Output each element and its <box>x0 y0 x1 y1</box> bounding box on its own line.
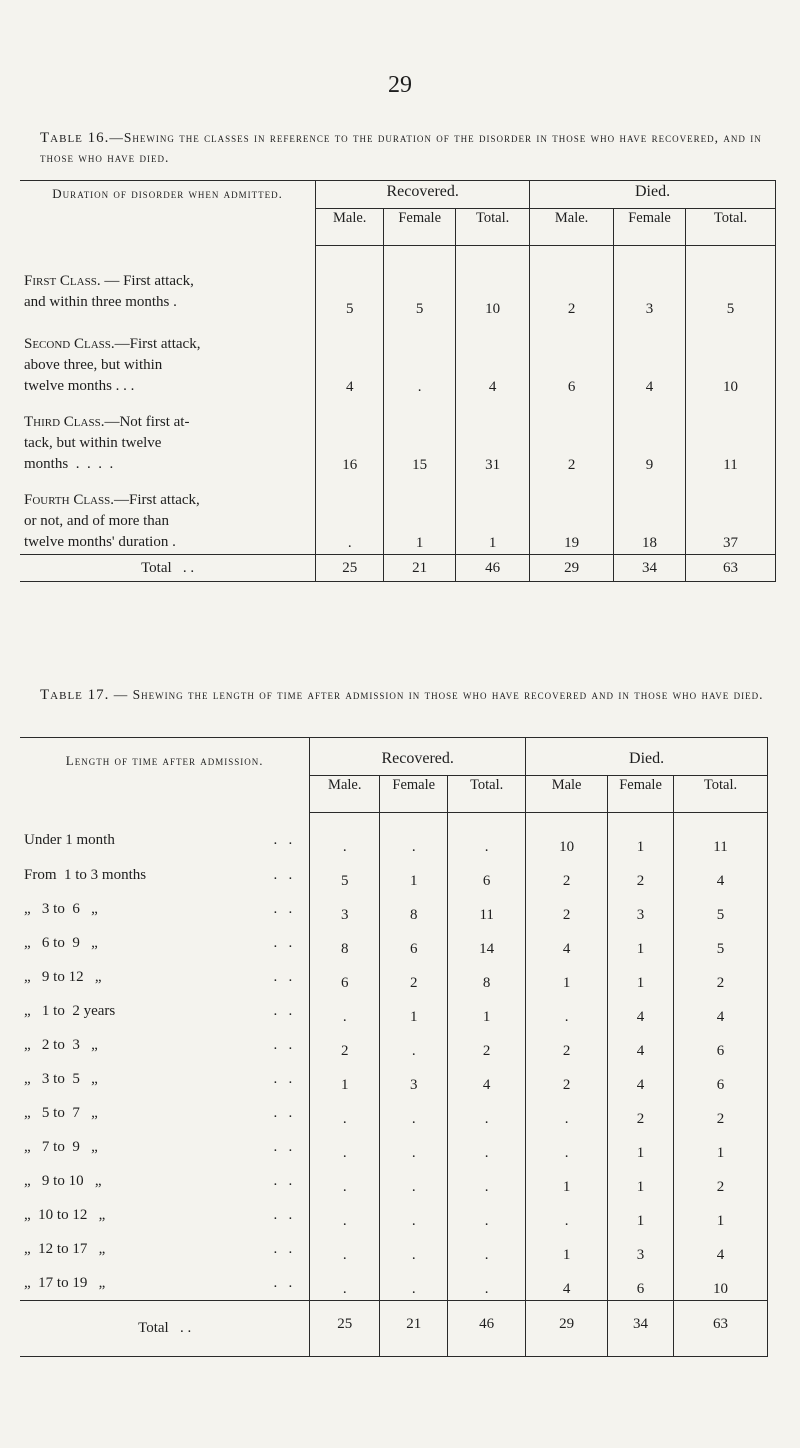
row-label: From 1 to 3 months <box>24 866 147 883</box>
cell: 4 <box>614 320 686 398</box>
row-desc: twelve months . <box>24 378 120 394</box>
cell: 4 <box>674 1232 768 1266</box>
total-cell: 29 <box>530 555 614 582</box>
table-16-col-female-died: Female <box>614 209 686 246</box>
class-name: First Class. <box>24 273 101 290</box>
cell: . <box>448 1232 526 1266</box>
cell: . <box>448 1130 526 1164</box>
cell: 1 <box>310 1062 380 1096</box>
row-desc: above three, but within <box>24 357 163 373</box>
cell: 5 <box>686 246 776 321</box>
row-label: „ 3 to 6 „ <box>24 900 98 917</box>
table-17-caption <box>40 685 770 705</box>
cell: 1 <box>448 994 526 1028</box>
table-row <box>20 926 768 960</box>
page-number: 29 <box>388 72 412 98</box>
cell: 2 <box>526 1062 608 1096</box>
cell: . <box>380 1266 448 1301</box>
table-row <box>20 1096 768 1130</box>
class-name: Fourth Class. <box>24 492 114 508</box>
table-row <box>20 960 768 994</box>
total-cell: 63 <box>674 1301 768 1357</box>
total-label-cell <box>20 1301 310 1357</box>
cell: 10 <box>674 1266 768 1301</box>
row-label: „ 9 to 12 „ <box>24 968 102 985</box>
cell: 4 <box>608 1028 674 1062</box>
cell: 3 <box>310 892 380 926</box>
cell: 2 <box>674 1096 768 1130</box>
leader-dots: . . <box>273 968 293 985</box>
table-row <box>20 246 776 321</box>
cell: . <box>316 476 384 555</box>
cell: 5 <box>674 892 768 926</box>
row-label-cell <box>20 1096 310 1130</box>
cell: 2 <box>380 960 448 994</box>
cell: 2 <box>530 398 614 476</box>
row-label-cell <box>20 960 310 994</box>
cell: . <box>380 813 448 859</box>
cell: . <box>384 320 456 398</box>
cell: . <box>310 1164 380 1198</box>
cell: 11 <box>448 892 526 926</box>
cell: 1 <box>526 1164 608 1198</box>
row-label: „ 1 to 2 years <box>24 1002 116 1019</box>
cell: 4 <box>448 1062 526 1096</box>
row-label-cell <box>20 1062 310 1096</box>
total-cell: 21 <box>380 1301 448 1357</box>
cell: . <box>448 1198 526 1232</box>
cell: 1 <box>526 1232 608 1266</box>
cell: 8 <box>448 960 526 994</box>
cell: 1 <box>608 813 674 859</box>
row-label: „ 17 to 19 „ <box>24 1274 106 1291</box>
cell: 6 <box>674 1028 768 1062</box>
cell: 1 <box>608 960 674 994</box>
cell: 2 <box>526 1028 608 1062</box>
cell: . <box>380 1232 448 1266</box>
row-desc: —First attack, <box>114 336 201 352</box>
leader-dots: . . <box>273 1002 293 1019</box>
leader-dots: . . <box>273 934 293 951</box>
cell: 2 <box>526 892 608 926</box>
row-label-cell <box>20 813 310 859</box>
cell: 10 <box>686 320 776 398</box>
table-17-col-total-recovered: Total. <box>448 776 526 813</box>
row-label: „ 7 to 9 „ <box>24 1138 98 1155</box>
table-16-caption-lead: Table 16. <box>40 130 110 146</box>
row-label-cell <box>20 1130 310 1164</box>
row-label: „ 12 to 17 „ <box>24 1240 106 1257</box>
row-label <box>20 398 316 476</box>
cell: 14 <box>448 926 526 960</box>
row-desc: — First attack, <box>100 273 194 290</box>
table-row <box>20 476 776 555</box>
row-label: „ 5 to 7 „ <box>24 1104 98 1121</box>
cell: 1 <box>526 960 608 994</box>
cell: . <box>526 1198 608 1232</box>
table-17-row-header: Length of time after admission. <box>65 753 264 768</box>
cell: 5 <box>674 926 768 960</box>
table-row <box>20 1164 768 1198</box>
total-cell: 46 <box>448 1301 526 1357</box>
table-row <box>20 1232 768 1266</box>
cell: . <box>448 1164 526 1198</box>
cell: 6 <box>380 926 448 960</box>
cell: 6 <box>608 1266 674 1301</box>
row-desc: —First attack, <box>113 492 200 508</box>
row-label: Under 1 month <box>24 832 115 849</box>
total-cell: 25 <box>316 555 384 582</box>
cell: . <box>380 1164 448 1198</box>
leader-dots: . . <box>273 1240 293 1257</box>
row-desc: or not, and of more than <box>24 513 169 529</box>
row-desc: tack, but within twelve <box>24 435 162 451</box>
row-label-cell <box>20 1198 310 1232</box>
row-label-cell <box>20 1232 310 1266</box>
cell: 9 <box>614 398 686 476</box>
cell: 1 <box>380 858 448 892</box>
cell: 5 <box>310 858 380 892</box>
cell: 2 <box>608 1096 674 1130</box>
cell: 2 <box>674 1164 768 1198</box>
cell: 37 <box>686 476 776 555</box>
leader-dots: . . <box>179 1320 192 1336</box>
row-label <box>20 476 316 555</box>
cell: . <box>310 994 380 1028</box>
cell: 4 <box>526 1266 608 1301</box>
cell: 4 <box>456 320 530 398</box>
cell: 4 <box>674 858 768 892</box>
cell: 1 <box>456 476 530 555</box>
cell: . <box>380 1130 448 1164</box>
table-16-caption <box>40 128 770 167</box>
cell: 15 <box>384 398 456 476</box>
table-17-col-female-recovered: Female <box>380 776 448 813</box>
cell: 5 <box>316 246 384 321</box>
cell: 3 <box>608 1232 674 1266</box>
cell: 2 <box>526 858 608 892</box>
table-17-col-female-died: Female <box>608 776 674 813</box>
cell: 1 <box>674 1130 768 1164</box>
row-label: „ 6 to 9 „ <box>24 934 98 951</box>
cell: . <box>448 1096 526 1130</box>
leader-dots: . <box>169 294 177 311</box>
table-row <box>20 994 768 1028</box>
total-cell: 34 <box>608 1301 674 1357</box>
row-desc: twelve months' duration . <box>24 534 176 550</box>
row-label: „ 3 to 5 „ <box>24 1070 98 1087</box>
total-cell: 34 <box>614 555 686 582</box>
cell: . <box>310 1232 380 1266</box>
cell: 18 <box>614 476 686 555</box>
cell: 2 <box>608 858 674 892</box>
row-label-cell <box>20 1266 310 1301</box>
cell: 16 <box>316 398 384 476</box>
cell: 1 <box>608 1130 674 1164</box>
table-16-col-female-recovered: Female <box>384 209 456 246</box>
cell: . <box>310 1130 380 1164</box>
class-name: Second Class. <box>24 336 115 352</box>
table-16-col-male-died: Male. <box>530 209 614 246</box>
row-desc: and within three months <box>24 294 170 311</box>
cell: . <box>526 994 608 1028</box>
cell: . <box>310 813 380 859</box>
row-label-cell <box>20 892 310 926</box>
table-17-caption-text: — Shewing the length of time after admission in those who have recovered and in those who have died. <box>109 687 764 702</box>
cell: . <box>380 1198 448 1232</box>
cell: 1 <box>380 994 448 1028</box>
table-row <box>20 398 776 476</box>
table-17-col-male-recovered: Male. <box>310 776 380 813</box>
table-16 <box>20 180 776 582</box>
table-16-group-recovered: Recovered. <box>316 181 530 209</box>
table-row <box>20 892 768 926</box>
leader-dots: . . <box>273 832 293 849</box>
leader-dots: . . <box>273 1138 293 1155</box>
cell: 11 <box>686 398 776 476</box>
row-label-cell <box>20 994 310 1028</box>
cell: 1 <box>608 1198 674 1232</box>
cell: 10 <box>526 813 608 859</box>
total-cell: 46 <box>456 555 530 582</box>
table-16-group-died: Died. <box>530 181 776 209</box>
table-16-col-total-recovered: Total. <box>456 209 530 246</box>
table-17-group-died: Died. <box>526 738 768 776</box>
cell: 5 <box>384 246 456 321</box>
table-row <box>20 1028 768 1062</box>
table-row <box>20 1266 768 1301</box>
table-17-col-male-died: Male <box>526 776 608 813</box>
total-cell: 21 <box>384 555 456 582</box>
row-label-cell <box>20 1028 310 1062</box>
class-name: Third Class. <box>24 414 105 430</box>
cell: 1 <box>608 926 674 960</box>
leader-dots: . . <box>182 559 195 576</box>
leader-dots: . . . . <box>68 456 114 472</box>
table-16-caption-text: —Shewing the classes in reference to the duration of the disorder in those who have recovered, and in those who have died. <box>40 130 762 165</box>
cell: 4 <box>674 994 768 1028</box>
total-label-cell <box>20 555 316 582</box>
cell: 3 <box>614 246 686 321</box>
cell: 31 <box>456 398 530 476</box>
leader-dots: . . <box>273 1036 293 1053</box>
cell: . <box>380 1096 448 1130</box>
cell: 4 <box>608 1062 674 1096</box>
table-17-col-total-died: Total. <box>674 776 768 813</box>
table-row <box>20 320 776 398</box>
cell: . <box>380 1028 448 1062</box>
row-label-cell <box>20 858 310 892</box>
cell: 3 <box>608 892 674 926</box>
table-16-row-header: Duration of disorder when admitted. <box>52 186 283 201</box>
cell: 2 <box>448 1028 526 1062</box>
table-16-col-total-died: Total. <box>686 209 776 246</box>
row-label: „ 10 to 12 „ <box>24 1206 106 1223</box>
total-label: Total <box>141 559 172 576</box>
cell: 10 <box>456 246 530 321</box>
leader-dots: . . <box>119 378 135 394</box>
table-row <box>20 1198 768 1232</box>
cell: 1 <box>384 476 456 555</box>
cell: 4 <box>526 926 608 960</box>
table-17 <box>20 737 768 1357</box>
cell: 11 <box>674 813 768 859</box>
cell: . <box>526 1130 608 1164</box>
cell: . <box>448 1266 526 1301</box>
cell: 2 <box>530 246 614 321</box>
cell: 8 <box>310 926 380 960</box>
row-label-cell <box>20 1164 310 1198</box>
cell: 6 <box>310 960 380 994</box>
table-row <box>20 1062 768 1096</box>
row-label: „ 2 to 3 „ <box>24 1036 98 1053</box>
cell: 1 <box>608 1164 674 1198</box>
leader-dots: . . <box>273 1104 293 1121</box>
leader-dots: . . <box>273 1274 293 1291</box>
table-16-col-male-recovered: Male. <box>316 209 384 246</box>
cell: 4 <box>316 320 384 398</box>
leader-dots: . . <box>273 1206 293 1223</box>
table-row <box>20 858 768 892</box>
cell: . <box>526 1096 608 1130</box>
cell: . <box>310 1096 380 1130</box>
leader-dots: . . <box>273 866 293 883</box>
leader-dots: . . <box>273 1172 293 1189</box>
total-cell: 25 <box>310 1301 380 1357</box>
row-label <box>20 320 316 398</box>
row-desc: —Not first at- <box>104 414 190 430</box>
cell: . <box>310 1198 380 1232</box>
cell: 6 <box>674 1062 768 1096</box>
total-cell: 63 <box>686 555 776 582</box>
leader-dots: . . <box>273 900 293 917</box>
table-row <box>20 813 768 859</box>
leader-dots: . . <box>273 1070 293 1087</box>
total-row <box>20 555 776 582</box>
cell: 19 <box>530 476 614 555</box>
cell: 4 <box>608 994 674 1028</box>
cell: 3 <box>380 1062 448 1096</box>
table-row <box>20 1130 768 1164</box>
cell: 2 <box>310 1028 380 1062</box>
row-label: „ 9 to 10 „ <box>24 1172 102 1189</box>
cell: 6 <box>530 320 614 398</box>
total-row <box>20 1301 768 1357</box>
cell: . <box>310 1266 380 1301</box>
row-label <box>20 246 316 321</box>
cell: 2 <box>674 960 768 994</box>
total-label: Total <box>138 1320 169 1336</box>
total-cell: 29 <box>526 1301 608 1357</box>
cell: . <box>448 813 526 859</box>
cell: 1 <box>674 1198 768 1232</box>
row-label-cell <box>20 926 310 960</box>
cell: 8 <box>380 892 448 926</box>
table-17-group-recovered: Recovered. <box>310 738 526 776</box>
row-desc: months <box>24 456 69 472</box>
cell: 6 <box>448 858 526 892</box>
table-17-caption-lead: Table 17. <box>40 687 110 703</box>
